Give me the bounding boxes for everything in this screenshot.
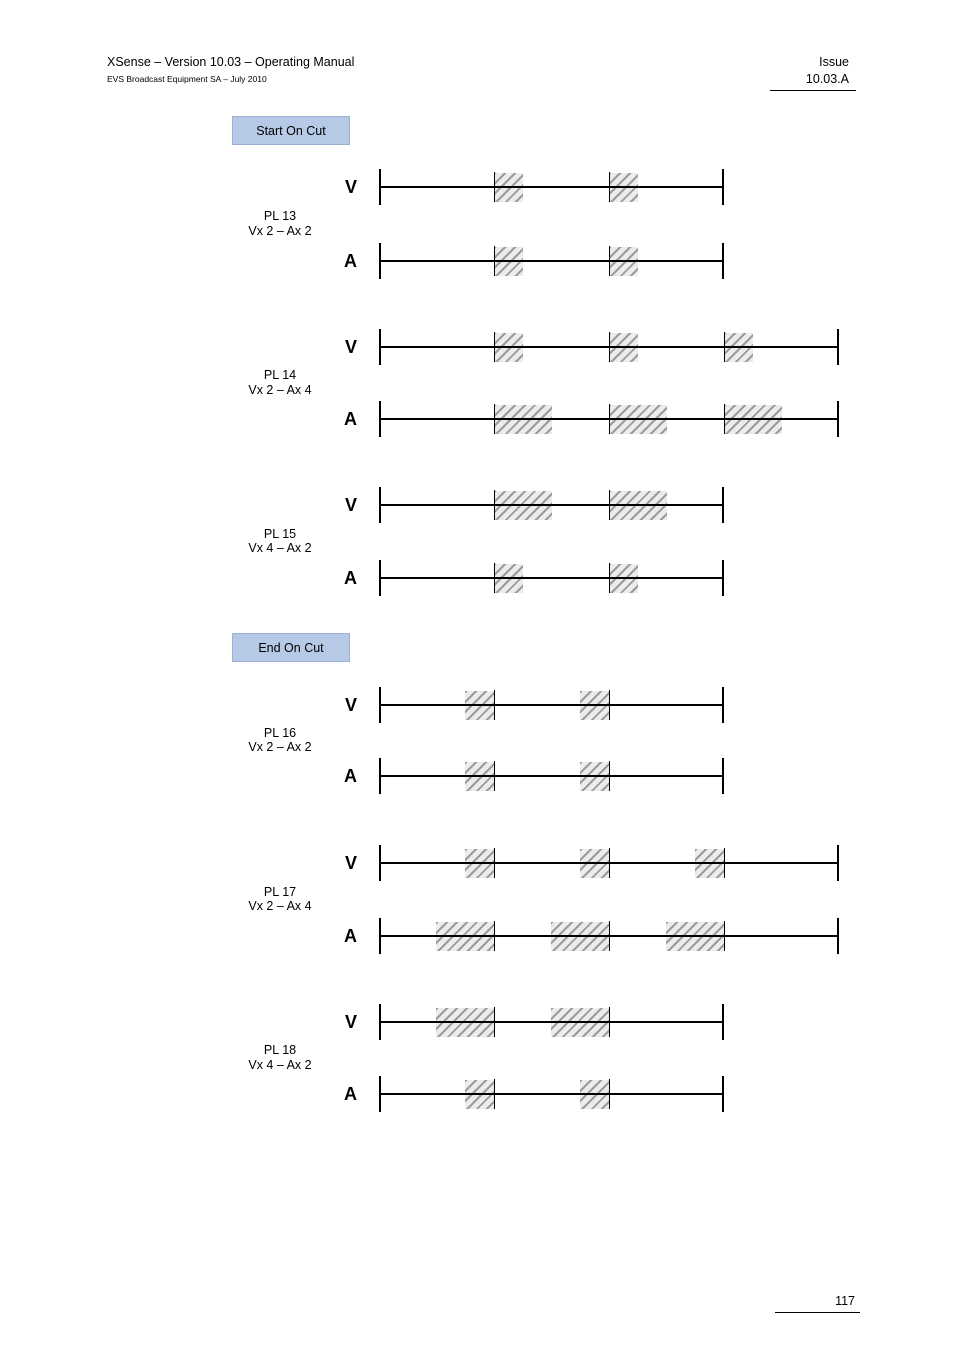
timeline-line bbox=[379, 504, 724, 506]
issue-value: 10.03.A bbox=[770, 70, 856, 91]
cut-tick bbox=[494, 172, 495, 202]
playlist-label-pl-16 bbox=[225, 726, 335, 755]
cut-tick bbox=[609, 1079, 610, 1109]
cut-tick bbox=[609, 690, 610, 720]
cut-tick bbox=[494, 690, 495, 720]
cut-tick bbox=[494, 490, 495, 520]
timeline-end-tick bbox=[722, 758, 724, 794]
track-letter-v: V bbox=[344, 495, 357, 515]
track-letter-v: V bbox=[344, 695, 357, 715]
page-number: 117 bbox=[775, 1294, 860, 1313]
timeline-end-tick bbox=[722, 243, 724, 279]
timeline-end-tick bbox=[722, 169, 724, 205]
track-letter-v: V bbox=[344, 1012, 357, 1032]
timeline-start-tick bbox=[379, 758, 381, 794]
track-letter-v: V bbox=[344, 177, 357, 197]
timeline-end-tick bbox=[722, 487, 724, 523]
track-letter-v: V bbox=[344, 337, 357, 357]
cut-tick bbox=[609, 921, 610, 951]
playlist-name: PL 17 bbox=[263, 884, 297, 899]
timeline-start-tick bbox=[379, 169, 381, 205]
timeline-end-tick bbox=[837, 401, 839, 437]
timeline-start-tick bbox=[379, 845, 381, 881]
playlist-config: Vx 2 – Ax 4 bbox=[248, 382, 312, 397]
track-letter-a: A bbox=[344, 926, 357, 946]
timeline-start-tick bbox=[379, 918, 381, 954]
playlist-config: Vx 2 – Ax 2 bbox=[248, 740, 312, 754]
timeline-line bbox=[379, 577, 724, 579]
cut-tick bbox=[494, 761, 495, 791]
cut-tick bbox=[724, 921, 725, 951]
timeline-end-tick bbox=[722, 1004, 724, 1040]
timeline-start-tick bbox=[379, 560, 381, 596]
playlist-label-pl-18 bbox=[225, 1043, 335, 1072]
timeline-line bbox=[379, 260, 724, 262]
cut-tick bbox=[494, 848, 495, 878]
section-label-start-on-cut: Start On Cut bbox=[232, 116, 350, 145]
playlist-config: Vx 4 – Ax 2 bbox=[248, 541, 312, 555]
playlist-config: Vx 2 – Ax 4 bbox=[248, 899, 312, 913]
timeline-line bbox=[379, 704, 724, 706]
playlist-name: PL 15 bbox=[263, 526, 297, 541]
timeline-start-tick bbox=[379, 401, 381, 437]
timeline-start-tick bbox=[379, 329, 381, 365]
timeline-start-tick bbox=[379, 687, 381, 723]
cut-tick bbox=[609, 172, 610, 202]
timeline-end-tick bbox=[837, 918, 839, 954]
timeline-start-tick bbox=[379, 243, 381, 279]
header-subtitle: EVS Broadcast Equipment SA – July 2010 bbox=[107, 74, 267, 84]
playlist-name: PL 18 bbox=[263, 1043, 297, 1057]
cut-tick bbox=[724, 332, 725, 362]
track-letter-a: A bbox=[344, 766, 357, 786]
timeline-end-tick bbox=[722, 687, 724, 723]
playlist-name: PL 16 bbox=[263, 725, 297, 740]
timeline-start-tick bbox=[379, 1076, 381, 1112]
cut-tick bbox=[609, 490, 610, 520]
playlist-name: PL 13 bbox=[263, 209, 297, 223]
cut-tick bbox=[494, 1007, 495, 1037]
timeline-end-tick bbox=[722, 560, 724, 596]
cut-tick bbox=[609, 761, 610, 791]
cut-tick bbox=[494, 332, 495, 362]
issue-label: Issue bbox=[819, 55, 849, 69]
timeline-end-tick bbox=[837, 329, 839, 365]
cut-tick bbox=[494, 563, 495, 593]
timeline-line bbox=[379, 186, 724, 188]
cut-tick bbox=[724, 404, 725, 434]
track-letter-a: A bbox=[344, 409, 357, 429]
header-title: XSense – Version 10.03 – Operating Manual bbox=[107, 55, 355, 69]
section-label-end-on-cut: End On Cut bbox=[232, 633, 350, 662]
cut-tick bbox=[494, 246, 495, 276]
track-letter-a: A bbox=[344, 568, 357, 588]
cut-tick bbox=[609, 1007, 610, 1037]
playlist-config: Vx 2 – Ax 2 bbox=[248, 223, 312, 238]
timeline-line bbox=[379, 775, 724, 777]
cut-tick bbox=[724, 848, 725, 878]
timeline-start-tick bbox=[379, 487, 381, 523]
playlist-name: PL 14 bbox=[263, 368, 297, 382]
track-letter-a: A bbox=[344, 1084, 357, 1104]
playlist-config: Vx 4 – Ax 2 bbox=[248, 1057, 312, 1072]
timeline-end-tick bbox=[722, 1076, 724, 1112]
timeline-line bbox=[379, 1093, 724, 1095]
cut-tick bbox=[609, 332, 610, 362]
playlist-label-pl-15 bbox=[225, 527, 335, 556]
cut-tick bbox=[609, 404, 610, 434]
playlist-label-pl-17 bbox=[225, 885, 335, 914]
header-issue-block bbox=[770, 55, 856, 91]
cut-tick bbox=[494, 404, 495, 434]
timeline-start-tick bbox=[379, 1004, 381, 1040]
cut-tick bbox=[609, 848, 610, 878]
timeline-line bbox=[379, 1021, 724, 1023]
track-letter-v: V bbox=[344, 853, 357, 873]
cut-tick bbox=[609, 246, 610, 276]
cut-tick bbox=[494, 1079, 495, 1109]
track-letter-a: A bbox=[344, 251, 357, 271]
playlist-label-pl-13 bbox=[225, 209, 335, 238]
cut-tick bbox=[494, 921, 495, 951]
timeline-end-tick bbox=[837, 845, 839, 881]
cut-tick bbox=[609, 563, 610, 593]
playlist-label-pl-14 bbox=[225, 368, 335, 397]
